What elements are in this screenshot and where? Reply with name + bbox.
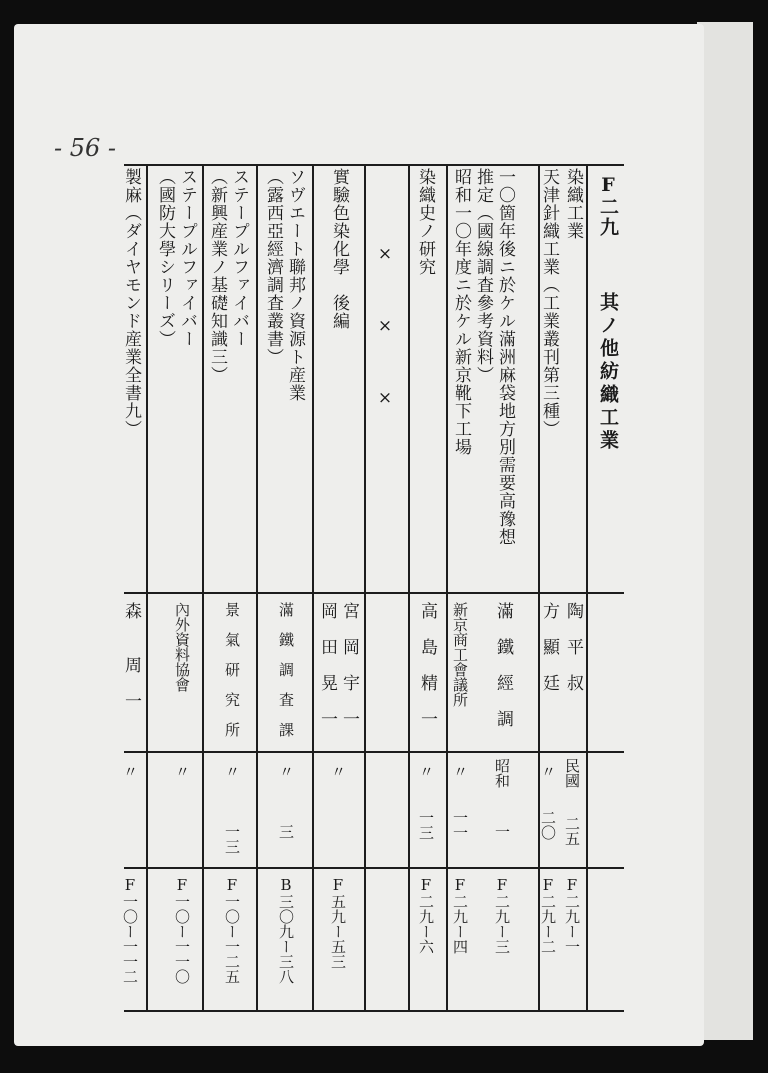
entry-era: 〃 (539, 764, 557, 779)
entry-subtitle: （新興産業ノ基礎知識三） (207, 168, 227, 384)
separator-marks: × × × (375, 244, 395, 414)
entry-title: 染織工業 (563, 168, 583, 240)
entry-author: 宮 岡 宇 一 (339, 602, 359, 728)
entry-code: F二九ー四 (451, 876, 469, 954)
entry-title: 昭和一〇年度ニ於ケル新京靴下工場 (451, 168, 471, 456)
entry-title: 染織史ノ研究 (415, 168, 435, 276)
column-rule (202, 164, 204, 1010)
entry-author: 陶 平 叔 (563, 602, 583, 692)
entry-code: F二九ー一 (563, 876, 581, 954)
entry-title: ソヴエート聯邦ノ資源ト産業 (285, 168, 305, 402)
entry-title: 製麻（ダイヤモンド産業全書九） (121, 168, 141, 438)
entry-code: F一〇ー一一〇 (173, 876, 191, 984)
entry-era: 〃 (417, 764, 435, 779)
entry-author: 滿 鐵 調 査 課 (277, 602, 295, 737)
entry-author: 景 氣 研 究 所 (223, 602, 241, 737)
entry-code: F五九ー五三 (329, 876, 347, 969)
column-rule (256, 164, 258, 1010)
entry-era: 民國 (563, 758, 581, 788)
document-page (14, 24, 704, 1046)
column-rule (364, 164, 366, 1010)
entry-title: 天津針織工業（工業叢刊第三種） (539, 168, 559, 438)
entry-era: 〃 (451, 764, 469, 779)
table-bottom-rule (124, 1010, 624, 1012)
entry-era: 〃 (277, 764, 295, 779)
column-rule (586, 164, 588, 1010)
table-top-rule (124, 164, 624, 166)
column-rule (408, 164, 410, 1010)
entry-title: ステープルファイバー (177, 168, 197, 348)
table-rule-date (124, 751, 624, 753)
table-rule-code (124, 867, 624, 869)
entry-author: 高 島 精 一 (417, 602, 437, 728)
column-rule (146, 164, 148, 1010)
entry-year: 二五 (563, 816, 581, 846)
entry-year: 一三 (223, 824, 241, 854)
entry-era: 〃 (173, 764, 191, 779)
entry-author-second: 岡 田 晃 一 (317, 602, 337, 728)
entry-era: 昭和 (493, 758, 511, 788)
entry-year: 二〇 (539, 810, 557, 840)
entry-author: 森 周 一 (121, 602, 141, 710)
entry-code: B三〇九ー三八 (277, 876, 295, 984)
page-number: - 56 - (54, 134, 117, 162)
section-code: F二九 (597, 174, 619, 237)
entry-year: 一一 (451, 810, 469, 840)
entry-era: 〃 (329, 764, 347, 779)
entry-subtitle: 推定（國線調査參考資料） (473, 168, 493, 384)
entry-code: F二九ー三 (493, 876, 511, 954)
entry-code: F一〇ー一一二 (121, 876, 139, 984)
entry-title: 實驗色染化學 後編 (329, 168, 349, 330)
entry-title: 一〇箇年後ニ於ケル滿洲麻袋地方別需要高豫想 (495, 168, 515, 546)
entry-author: 方 顯 廷 (539, 602, 559, 692)
section-title: 其ノ他紡織工業 (597, 292, 619, 453)
entry-author: 內外資料協會 (173, 602, 191, 692)
entry-code: F一〇ー一二五 (223, 876, 241, 984)
column-rule (312, 164, 314, 1010)
entry-subtitle: （國防大學シリーズ） (155, 168, 175, 348)
entry-year: 一三 (417, 810, 435, 840)
column-rule (446, 164, 448, 1010)
entry-subtitle: （露西亞經濟調査叢書） (263, 168, 283, 366)
entry-era: 〃 (121, 764, 139, 779)
entry-era: 〃 (223, 764, 241, 779)
entry-code: F二九ー六 (417, 876, 435, 954)
entry-code: F二九ー二 (539, 876, 557, 954)
entry-year: 三 (277, 824, 295, 839)
entry-year: 一 (493, 824, 511, 839)
entry-author: 滿 鐵 經 調 (493, 602, 513, 728)
entry-title: ステープルファイバー (229, 168, 249, 348)
entry-author: 新京商工會議所 (451, 602, 469, 707)
table-rule-author (124, 592, 624, 594)
